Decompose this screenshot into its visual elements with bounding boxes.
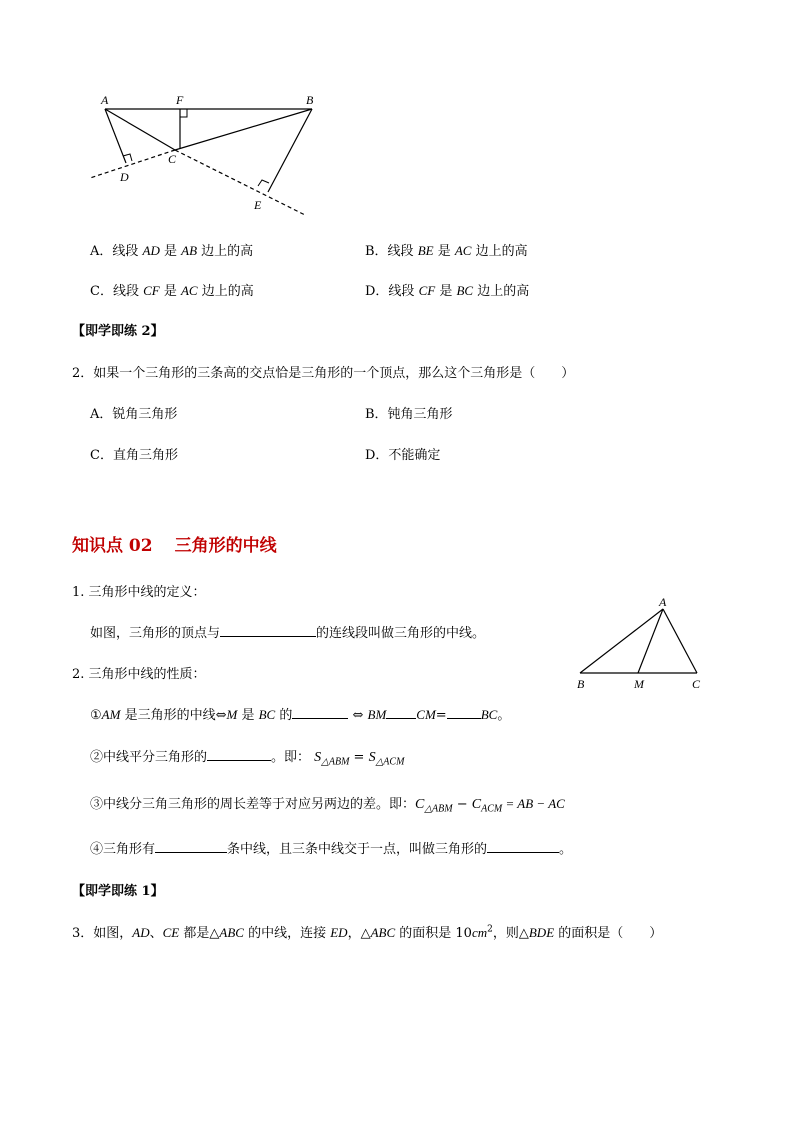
section-heading bbox=[72, 531, 277, 556]
segment-BE bbox=[268, 109, 312, 192]
property-heading: 2. 三角形中线的性质： bbox=[72, 667, 206, 682]
figure-altitudes bbox=[80, 90, 320, 220]
q2-option-a: A．锐角三角形 bbox=[90, 407, 178, 422]
segment-AD bbox=[105, 109, 126, 163]
property-4: ④三角形有 条中线，且三条中线交于一点，叫做三角形的 。 bbox=[90, 838, 572, 857]
property-1-blank-3[interactable] bbox=[447, 704, 481, 719]
right-angle-F bbox=[180, 109, 187, 117]
label-A: A bbox=[101, 93, 109, 107]
label-F: F bbox=[176, 93, 184, 107]
property-2-blank[interactable] bbox=[207, 746, 271, 761]
property-3: ③中线分三角三角形的周长差等于对应另两边的差。即：$C_{\triangle ABM} - C_{ACM}$ = AB − AC bbox=[90, 796, 565, 815]
property-2: ②中线平分三角形的 。即： $S_{\triangle ABM} = S_{\triangle ACM}$ bbox=[90, 746, 404, 768]
q1-option-a: A．线段 AD 是 AB 边上的高 bbox=[90, 243, 254, 259]
q1-option-c: C．线段 CF 是 AC 边上的高 bbox=[90, 283, 254, 299]
q2-stem: 2．如果一个三角形的三条高的交点恰是三角形的一个顶点，那么这个三角形是（ ） bbox=[72, 366, 575, 381]
label-E: E bbox=[254, 198, 262, 212]
property-4-blank-1[interactable] bbox=[155, 838, 227, 853]
label-B: B bbox=[577, 677, 585, 691]
segment-AC bbox=[105, 109, 175, 150]
property-1-blank-2[interactable] bbox=[386, 704, 416, 719]
label-D: D bbox=[120, 170, 129, 184]
extension-dashed-left bbox=[90, 150, 175, 178]
label-C: C bbox=[168, 152, 177, 166]
q3-stem: 3．如图，AD、CE 都是△ABC 的中线，连接 ED，△ABC 的面积是 $10cm^2$，则△BDE 的面积是（ ） bbox=[72, 924, 663, 941]
section-number: 知识点 02 bbox=[72, 536, 153, 556]
figure-median bbox=[570, 592, 710, 692]
property-1-blank-1[interactable] bbox=[292, 704, 348, 719]
q2-option-c: C．直角三角形 bbox=[90, 448, 178, 463]
segment-AC bbox=[663, 609, 697, 673]
definition-blank[interactable] bbox=[220, 622, 316, 637]
q2-option-b: B．钝角三角形 bbox=[365, 407, 453, 422]
definition-heading: 1. 三角形中线的定义： bbox=[72, 585, 206, 600]
q1-option-b: B．线段 BE 是 AC 边上的高 bbox=[365, 243, 528, 259]
right-angle-E bbox=[258, 180, 269, 186]
label-B: B bbox=[306, 93, 314, 107]
label-M: M bbox=[634, 677, 644, 691]
label-A: A bbox=[659, 595, 667, 609]
property-1: ①AM 是三角形的中线⇔M 是 BC 的 ⇔ BM CM= BC。 bbox=[90, 704, 510, 723]
segment-BC bbox=[175, 109, 312, 150]
q1-option-d: D．线段 CF 是 BC 边上的高 bbox=[365, 283, 530, 299]
definition-text: 如图，三角形的顶点与 的连线段叫做三角形的中线。 bbox=[90, 622, 485, 641]
practice-1-heading: 【即学即练 1】 bbox=[72, 884, 164, 899]
q2-option-d: D．不能确定 bbox=[365, 448, 441, 463]
property-4-blank-2[interactable] bbox=[487, 838, 559, 853]
section-title: 三角形的中线 bbox=[174, 536, 277, 556]
label-C: C bbox=[692, 677, 701, 691]
practice-2-heading: 【即学即练 2】 bbox=[72, 324, 164, 339]
